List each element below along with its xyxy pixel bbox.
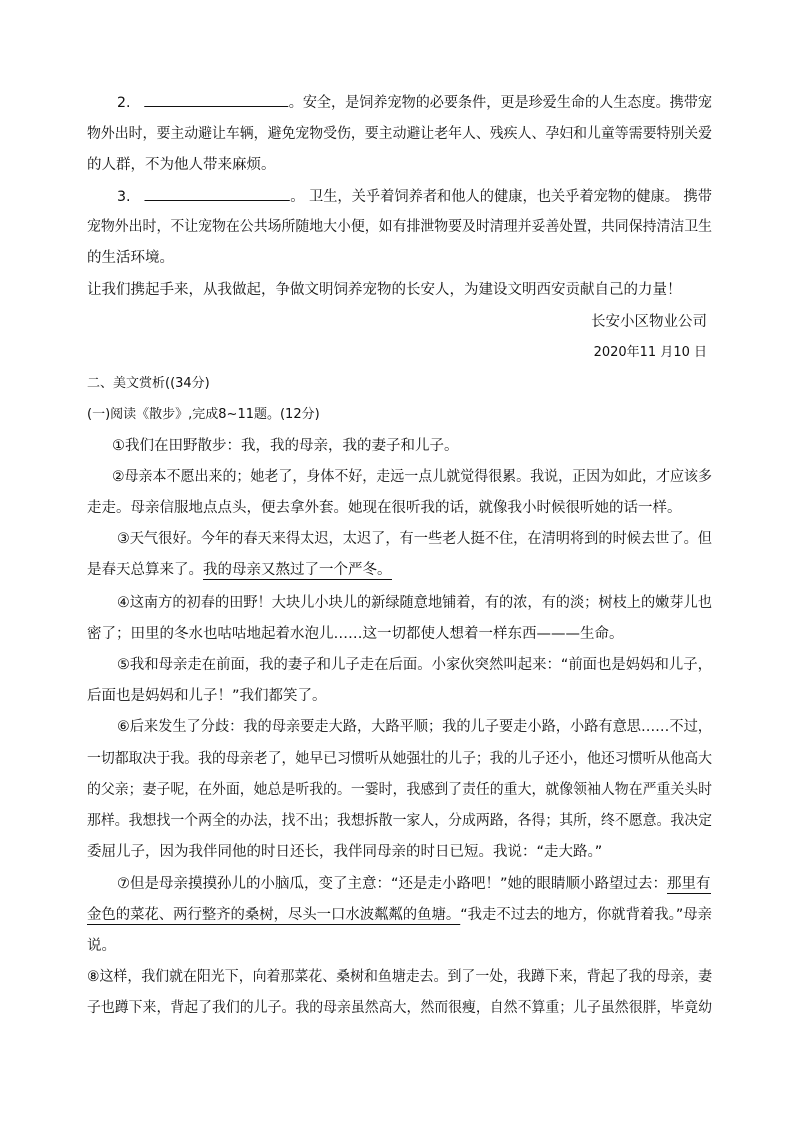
essay-paragraph-3-line-1: ③天气很好。今年的春天来得太迟，太迟了，有一些老人挺不住，在清明将到的时候去世了。但 (117, 531, 712, 547)
essay-paragraph-4-line-2: 密了；田里的冬水也咕咕地起着水泡儿……这一切都使人想着一样东西———生命。 (87, 626, 624, 642)
section-heading: 二、美文赏析((34分) (87, 376, 210, 391)
essay-paragraph-4-line-1: ④这南方的初春的田野！大块儿小块儿的新绿随意地铺着，有的浓，有的淡；树枝上的嫩芽儿也 (117, 595, 712, 611)
essay-paragraph-5-line-1: ⑤我和母亲走在前面，我的妻子和儿子走在后面。小家伙突然叫起来：“前面也是妈妈和儿子， (117, 657, 712, 673)
essay-paragraph-6-line-5: 委屈儿子，因为我伴同他的时日还长，我伴同母亲的时日已短。我说：“走大路。” (87, 844, 603, 860)
essay-paragraph-7-line-2 (87, 905, 712, 925)
answer-blank[interactable] (145, 186, 290, 201)
notice-date: 2020年11 月10 日 (593, 345, 707, 360)
essay-paragraph-8-line-2: 子也蹲下来，背起了我们的儿子。我的母亲虽然高大，然而很瘦，自然不算重；儿子虽然很胖，毕竟幼 (87, 1000, 713, 1016)
notice-item-3-line-2: 宠物外出时，不让宠物在公共场所随地大小便，如有排泄物要及时清理并妥善处置，共同保持清洁卫生 (87, 219, 713, 235)
essay-paragraph-1: ①我们在田野散步：我，我的母亲，我的妻子和儿子。 (112, 438, 459, 454)
essay-paragraph-6-line-4: 那样。我想找一个两全的办法，找不出；我想拆散一家人，分成两路，各得；其所，终不愿意。我决定 (87, 813, 713, 829)
notice-item-2-line-1 (117, 92, 712, 112)
underlined-sentence: 金色的菜花、两行整齐的桑树，尽头一口水波粼粼的鱼塘。 (87, 907, 461, 923)
essay-paragraph-2-line-2: 走走。母亲信服地点点头，便去拿外套。她现在很听我的话，就像我小时候很听她的话一样。 (87, 500, 682, 516)
notice-item-3-line-3: 的生活环境。 (87, 250, 174, 266)
notice-item-2-line-2: 物外出时，要主动避让车辆，避免宠物受伤，要主动避让老年人、残疾人、孕妇和儿童等需要特别关爱 (87, 126, 713, 142)
section-subheading: (一)阅读《散步》,完成8~11题。(12分) (87, 407, 320, 422)
essay-paragraph-6-line-3: 的父亲；妻子呢，在外面，她总是听我的。一霎时，我感到了责任的重大，就像领袖人物在严重关头时 (87, 782, 713, 798)
essay-paragraph-7-line-3: 说。 (87, 938, 116, 954)
notice-signature: 长安小区物业公司 (591, 314, 707, 330)
essay-paragraph-7-line-1 (117, 874, 711, 894)
essay-paragraph-8-line-1: ⑧这样，我们就在阳光下，向着那菜花、桑树和鱼塘走去。到了一处，我蹲下来，背起了我的母亲，妻 (87, 969, 713, 985)
item-text: 。安全，是饲养宠物的必要条件，更是珍爱生命的人生态度。携带宠 (288, 95, 713, 111)
essay-paragraph-6-line-2: 一切都取决于我。我的母亲老了，她早已习惯听从她强壮的儿子；我的儿子还小，他还习惯听从他高大 (87, 751, 713, 767)
item-number: 2. (117, 95, 131, 111)
underlined-sentence: 那里有 (667, 876, 711, 892)
notice-closing: 让我们携起手来，从我做起，争做文明饲养宠物的长安人，为建设文明西安贡献自己的力量！ (87, 282, 682, 298)
notice-item-3-line-1 (117, 186, 712, 206)
essay-paragraph-5-line-2: 后面也是妈妈和儿子！”我们都笑了。 (87, 688, 327, 704)
answer-blank[interactable] (145, 92, 289, 107)
notice-item-2-line-3: 的人群，不为他人带来麻烦。 (87, 157, 276, 173)
essay-text: “我走不过去的地方，你就背着我。”母亲 (460, 907, 712, 923)
essay-paragraph-6-line-1: ⑥后来发生了分歧：我的母亲要走大路，大路平顺；我的儿子要走小路，小路有意思……不过， (117, 719, 712, 735)
item-text: 。 卫生，关乎着饲养者和他人的健康，也关乎着宠物的健康。 携带 (290, 189, 713, 205)
essay-text: ⑦但是母亲摸摸孙儿的小脑瓜，变了主意：“还是走小路吧！”她的眼睛顺小路望过去： (117, 876, 668, 892)
essay-paragraph-3-line-2 (87, 560, 392, 580)
essay-paragraph-2-line-1: ②母亲本不愿出来的；她老了，身体不好，走远一点儿就觉得很累。我说，正因为如此，才应该多 (112, 469, 712, 485)
essay-text: 是春天总算来了。 (87, 562, 203, 578)
item-number: 3. (117, 189, 131, 205)
underlined-sentence: 我的母亲又熬过了一个严冬。 (203, 562, 392, 578)
